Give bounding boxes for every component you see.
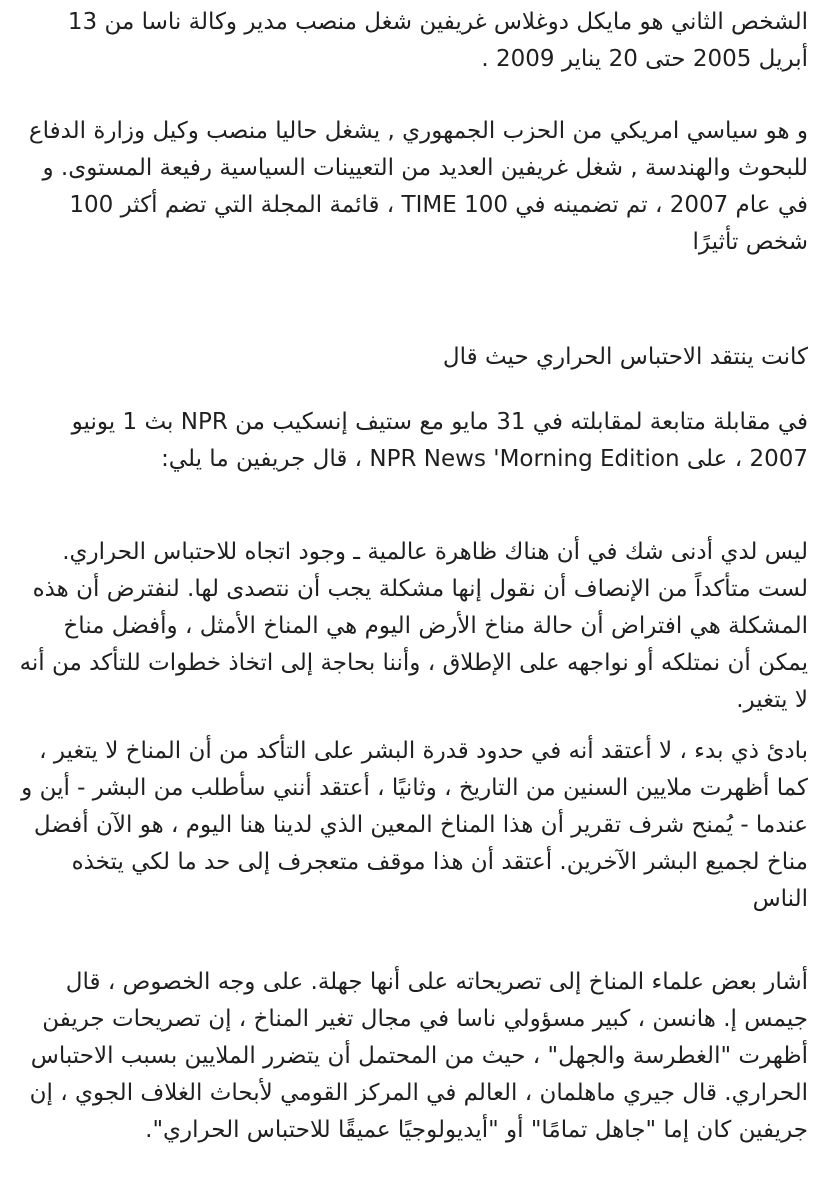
paragraph-climate-heading: كانت ينتقد الاحتباس الحراري حيث قال <box>442 344 808 370</box>
paragraph-quote-part-2: بادئ ذي بدء ، لا أعتقد أنه في حدود قدرة البشر على التأكد من أن المناخ لا يتغير ، كما أظهرت ملايين السنين من التاريخ ، وثانيًا ، أعتقد أنني سأطلب من البشر - أين و عندما - يُمنح شرف تقرير أن هذا المناخ المعين الذي لدينا هنا اليوم ، هو الآن أفضل مناخ لجميع البشر الآخرين. أعتقد أن هذا موقف متعجرف إلى حد ما لكي يتخذه الناس <box>21 738 808 912</box>
paragraph-scientists-reaction: أشار بعض علماء المناخ إلى تصريحاته على أنها جهلة. على وجه الخصوص ، قال جيمس إ. هانسن ، كبير مسؤولي ناسا في مجال تغير المناخ ، إن تصريحات جريفن أظهرت "الغطرسة والجهل" ، حيث من المحتمل أن يتضرر الملايين بسبب الاحتباس الحراري. قال جيري ماهلمان ، العالم في المركز القومي لأبحاث الغلاف الجوي ، إن جريفين كان إما "جاهل تمامًا" أو "أيديولوجيًا عميقًا للاحتباس الحراري". <box>29 969 808 1143</box>
paragraph-griffin-bio: و هو سياسي امريكي من الحزب الجمهوري , يشغل حاليا منصب وكيل وزارة الدفاع للبحوث والهندسة , شغل غريفين العديد من التعيينات السياسية رفيعة المستوى. و في عام 2007 ، تم تضمينه في TIME 100 ، قائمة المجلة التي تضم أكثر 100 شخص تأثيرًا <box>28 118 808 255</box>
paragraph-quote-part-1: ليس لدي أدنى شك في أن هناك ظاهرة عالمية ـ وجود اتجاه للاحتباس الحراري. لست متأكداً من الإنصاف أن نقول إنها مشكلة يجب أن نتصدى لها. لنفترض أن هذه المشكلة هي افتراض أن حالة مناخ الأرض اليوم هي المناخ الأمثل ، وأفضل مناخ يمكن أن نمتلكه أو نواجهه على الإطلاق ، وأننا بحاجة إلى اتخاذ خطوات للتأكد من أنه لا يتغير. <box>19 539 808 713</box>
paragraph-griffin-intro: الشخص الثاني هو مايكل دوغلاس غريفين شغل منصب مدير وكالة ناسا من 13 أبريل 2005 حتى 20 يناير 2009 . <box>67 9 808 72</box>
paragraph-npr-interview: في مقابلة متابعة لمقابلته في 31 مايو مع ستيف إنسكيب من NPR بث 1 يونيو 2007 ، على NPR News 'Morning Edition ، قال جريفين ما يلي: <box>71 409 808 472</box>
